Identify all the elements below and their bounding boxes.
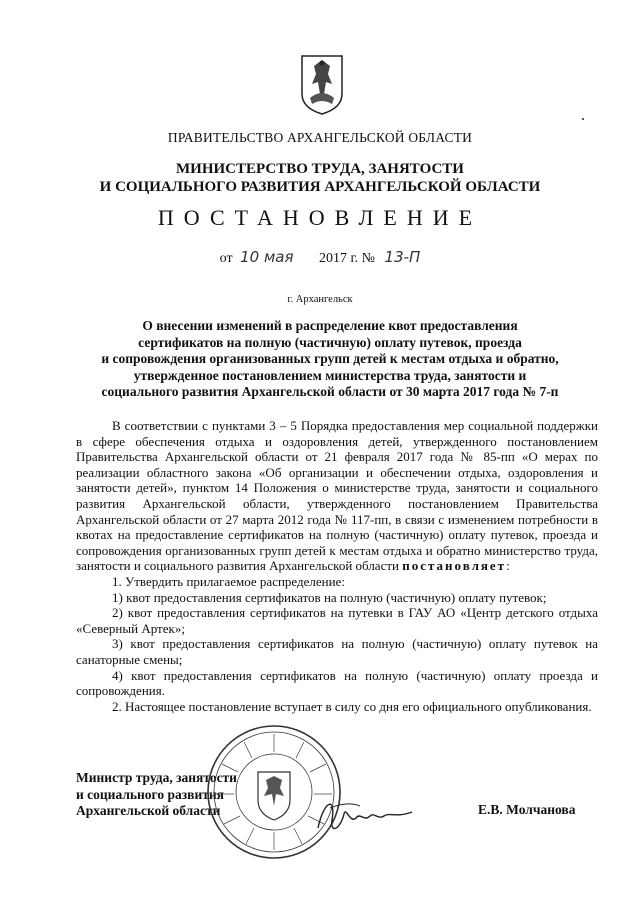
signatory-title-line-2: и социального развития bbox=[76, 786, 224, 802]
signatory-name: Е.В. Молчанова bbox=[478, 802, 576, 817]
scan-speck bbox=[582, 118, 584, 120]
date-handwritten: 10 мая bbox=[240, 248, 294, 266]
title-line-1: О внесении изменений в распределение квот предоставления bbox=[142, 318, 518, 333]
item-1-3: 3) квот предоставления сертификатов на полную (частичную) оплату путевок на санаторные смены; bbox=[76, 636, 598, 667]
item-1-2: 2) квот предоставления сертификатов на путевки в ГАУ АО «Центр детского отдыха «Северный Артек»; bbox=[76, 605, 598, 636]
ministry-line-2: И СОЦИАЛЬНОГО РАЗВИТИЯ АРХАНГЕЛЬСКОЙ ОБЛАСТИ bbox=[99, 179, 541, 195]
handwritten-signature bbox=[310, 790, 420, 840]
title-line-2: сертификатов на полную (частичную) оплату путевок, проезда bbox=[138, 334, 522, 350]
document-title bbox=[60, 318, 600, 401]
signatory-title-line-3: Архангельской области bbox=[76, 803, 221, 818]
year-number-label: 2017 г. № bbox=[319, 251, 376, 266]
date-number-line bbox=[0, 248, 640, 267]
preamble-text: В соответствии с пунктами 3 – 5 Порядка предоставления мер социальной поддержки в сфере обеспечения отдыха и оздоровления детей, утвержденного постановлением Правительства Архангельской области от 21 февраля 2017 года № 85-пп «О мерах по реализации областного закона «Об организации и обеспечении отдыха, оздоровления и занятости детей», пунктом 14 Положения о министерстве труда, занятости и социального развития Архангельской области, утвержденного постановлением Правительства Архангельской области от 27 марта 2012 года № 117-пп, в связи с изменением потребности в квотах на предоставление сертификатов на полную (частичную) оплату путевок, проезда и сопровождения организованных групп детей к местам отдыха и обратно министерство труда, занятости и социального развития Архангельской области bbox=[76, 418, 598, 574]
signatory-title-line-1: Министр труда, занятости bbox=[76, 770, 237, 785]
title-line-4: утвержденное постановлением министерства труда, занятости и bbox=[133, 367, 527, 383]
ministry-line-1: МИНИСТЕРСТВО ТРУДА, ЗАНЯТОСТИ bbox=[176, 161, 464, 177]
preamble-paragraph bbox=[76, 418, 598, 574]
government-name: ПРАВИТЕЛЬСТВО АРХАНГЕЛЬСКОЙ ОБЛАСТИ bbox=[167, 130, 473, 145]
coat-of-arms-emblem bbox=[298, 54, 346, 116]
item-1-4: 4) квот предоставления сертификатов на полную (частичную) оплату проезда и сопровождения. bbox=[76, 667, 598, 699]
resolves-colon: : bbox=[506, 558, 510, 574]
item-2: 2. Настоящее постановление вступает в силу со дня его официального опубликования. bbox=[112, 698, 592, 714]
title-line-3: и сопровождения организованных групп детей к местам отдыха и обратно, bbox=[101, 351, 559, 366]
item-1-1: 1) квот предоставления сертификатов на полную (частичную) оплату путевок; bbox=[112, 589, 547, 605]
ministry-name bbox=[0, 160, 640, 196]
item-1: 1. Утвердить прилагаемое распределение: bbox=[112, 573, 345, 589]
document-type: ПОСТАНОВЛЕНИЕ bbox=[157, 205, 483, 230]
document-body bbox=[76, 418, 598, 714]
city-label: г. Архангельск bbox=[287, 294, 353, 305]
title-line-5: социального развития Архангельской области от 30 марта 2017 года № 7-п bbox=[101, 384, 559, 399]
number-handwritten: 13-П bbox=[384, 248, 421, 266]
date-prefix: от bbox=[219, 251, 233, 266]
resolves-word: постановляет bbox=[402, 558, 507, 574]
